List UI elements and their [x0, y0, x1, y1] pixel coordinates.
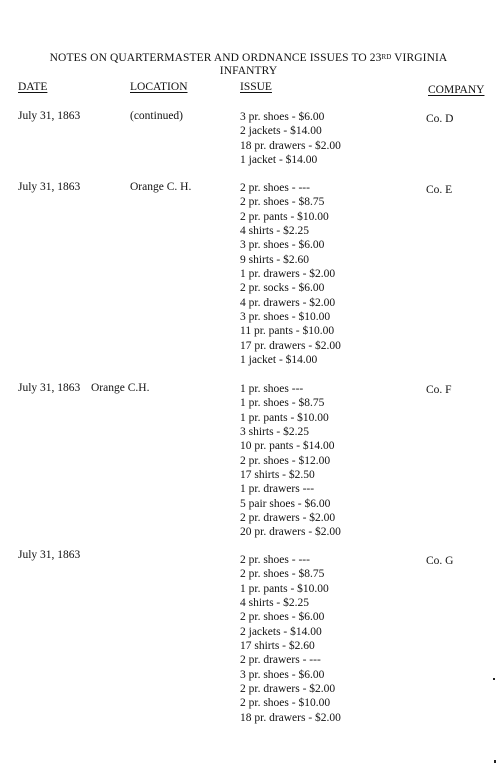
column-header-company: COMPANY — [428, 84, 485, 96]
issue-item: 1 pr. pants - $10.00 — [240, 411, 329, 424]
entry-date: July 31, 1863 — [18, 110, 81, 122]
issue-item: 2 pr. drawers - $2.00 — [240, 511, 336, 524]
issue-item: 2 pr. pants - $10.00 — [240, 210, 329, 223]
issue-item: 18 pr. drawers - $2.00 — [240, 711, 341, 724]
entry-company: Co. G — [426, 555, 454, 567]
entry-company: Co. F — [426, 384, 452, 396]
issue-list — [240, 553, 341, 725]
issue-item: 11 pr. pants - $10.00 — [240, 325, 335, 338]
issue-item: 2 pr. drawers - --- — [240, 654, 321, 667]
issue-item: 1 jacket - $14.00 — [240, 153, 318, 166]
title-line-1: NOTES ON QUARTERMASTER AND ORDNANCE ISSUES TO 23RD VIRGINIA — [49, 52, 448, 64]
issue-item: 2 jackets - $14.00 — [240, 625, 322, 638]
issue-item: 4 pr. drawers - $2.00 — [240, 296, 336, 309]
issue-item: 17 pr. drawers - $2.00 — [240, 339, 341, 352]
issue-item: 3 shirts - $2.25 — [240, 425, 309, 438]
title-superscript: RD — [381, 53, 392, 61]
issue-list — [240, 110, 341, 167]
issue-list — [240, 181, 341, 367]
issue-item: 2 pr. shoes - $8.75 — [240, 196, 325, 209]
issue-item: 1 pr. drawers --- — [240, 483, 315, 496]
issue-item: 9 shirts - $2.60 — [240, 253, 309, 266]
issue-item: 10 pr. pants - $14.00 — [240, 440, 335, 453]
issue-item: 5 pair shoes - $6.00 — [240, 497, 331, 510]
issue-item: 20 pr. drawers - $2.00 — [240, 526, 341, 539]
issue-item: 2 pr. shoes - $10.00 — [240, 697, 331, 710]
issue-item: 3 pr. shoes - $6.00 — [240, 668, 325, 681]
entry-location: Orange C. H. — [130, 181, 192, 193]
entry-company: Co. D — [426, 113, 454, 125]
entry-date: July 31, 1863 — [18, 382, 81, 394]
issue-item: 18 pr. drawers - $2.00 — [240, 139, 341, 152]
title-line-2: INFANTRY — [219, 65, 278, 77]
issue-item: 17 shirts - $2.50 — [240, 468, 315, 481]
issue-item: 3 pr. shoes - $6.00 — [240, 111, 325, 123]
issue-item: 2 pr. shoes - $8.75 — [240, 568, 325, 581]
entry-location: (continued) — [130, 110, 184, 122]
issue-item: 1 pr. shoes - $8.75 — [240, 397, 325, 410]
issue-item: 2 pr. shoes - $6.00 — [240, 611, 325, 624]
column-header-location: LOCATION — [130, 81, 188, 93]
column-header-issue: ISSUE — [240, 81, 272, 93]
issue-item: 2 pr. shoes - --- — [240, 554, 310, 566]
entry-date: July 31, 1863 — [18, 549, 81, 561]
scan-speck — [494, 760, 496, 763]
entry-location: Orange C.H. — [91, 382, 150, 394]
issue-item: 3 pr. shoes - $10.00 — [240, 310, 331, 323]
column-header-date: DATE — [18, 81, 48, 93]
issue-item: 1 pr. drawers - $2.00 — [240, 267, 336, 280]
issue-item: 2 pr. socks - $6.00 — [240, 282, 325, 295]
issue-list — [240, 382, 341, 540]
issue-item: 2 pr. shoes - $12.00 — [240, 454, 331, 467]
issue-item: 2 jackets - $14.00 — [240, 125, 322, 138]
issue-item: 1 pr. shoes --- — [240, 383, 304, 395]
scan-speck — [493, 678, 495, 680]
issue-item: 1 pr. pants - $10.00 — [240, 582, 329, 595]
issue-item: 4 shirts - $2.25 — [240, 596, 309, 609]
entry-date: July 31, 1863 — [18, 181, 81, 193]
issue-item: 2 pr. shoes - --- — [240, 182, 310, 194]
issue-item: 17 shirts - $2.60 — [240, 639, 315, 652]
issue-item: 4 shirts - $2.25 — [240, 224, 309, 237]
document-title — [0, 52, 497, 78]
issue-item: 2 pr. drawers - $2.00 — [240, 682, 336, 695]
issue-item: 3 pr. shoes - $6.00 — [240, 239, 325, 252]
issue-item: 1 jacket - $14.00 — [240, 353, 318, 366]
entry-company: Co. E — [426, 184, 453, 196]
